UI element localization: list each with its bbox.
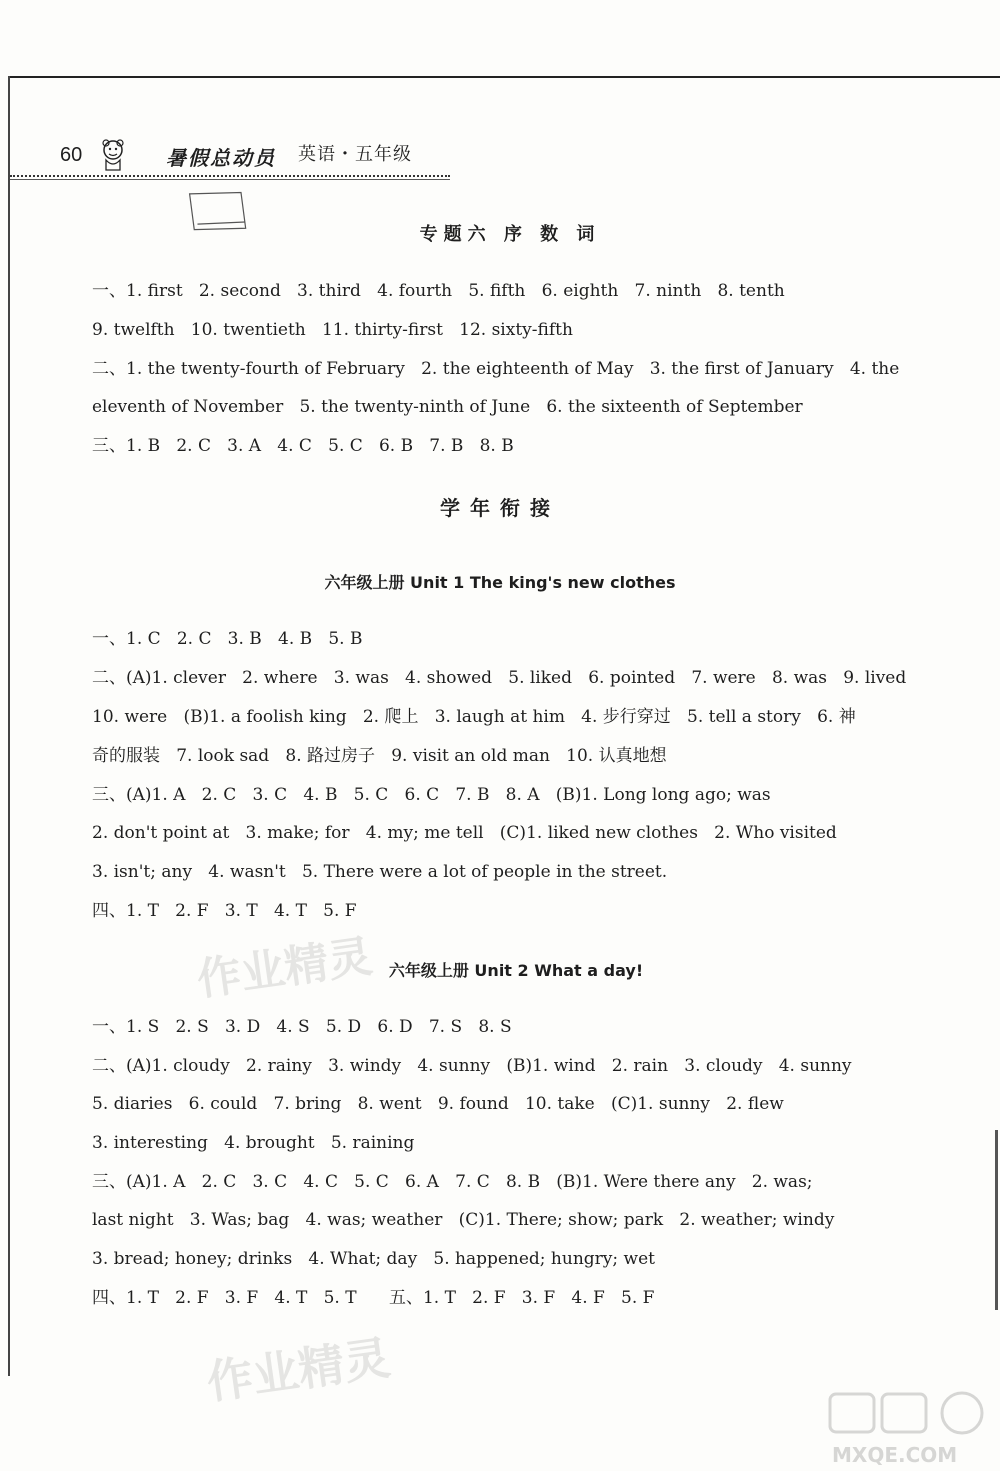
site-logo-watermark [822,1388,1000,1468]
unit1-line: 二、(A)1. clever 2. where 3. was 4. showed 5. liked 6. pointed 7. were 8. was 9. lived [92,668,907,688]
page-header [60,138,450,178]
unit2-line: last night 3. Was; bag 4. was; weather (C)1. There; show; park 2. weather; windy [92,1210,835,1230]
book-subject: 英语・五年级 [298,144,412,165]
unit1-line: 四、1. T 2. F 3. T 4. T 5. F [92,901,357,921]
scan-edge-left [8,76,10,1376]
topic-heading: 专题六 序 数 词 [419,224,601,245]
unit1-heading: 六年级上册 Unit 1 The king's new clothes [324,573,676,592]
topic-line: 二、1. the twenty-fourth of February 2. the eighteenth of May 3. the first of January 4. the [92,359,900,379]
unit1-line: 10. were (B)1. a foolish king 2. 爬上 3. laugh at him 4. 步行穿过 5. tell a story 6. 神 [92,707,856,727]
book-title: 暑假总动员 [166,146,276,170]
svg-text:MXQE.COM: MXQE.COM [832,1443,958,1467]
header-dotted-rule [10,175,450,177]
topic-line: 三、1. B 2. C 3. A 4. C 5. C 6. B 7. B 8. B [92,436,514,456]
unit2-line: 3. interesting 4. brought 5. raining [92,1133,415,1153]
unit1-line: 奇的服装 7. look sad 8. 路过房子 9. visit an old man 10. 认真地想 [92,746,667,766]
unit1-line: 三、(A)1. A 2. C 3. C 4. B 5. C 6. C 7. B 8. A (B)1. Long long ago; was [92,785,771,805]
header-solid-rule [10,179,450,180]
unit1-line: 3. isn't; any 4. wasn't 5. There were a lot of people in the street. [92,862,668,882]
unit2-line: 四、1. T 2. F 3. F 4. T 5. T 五、1. T 2. F 3. F 4. F 5. F [92,1288,655,1308]
unit1-line: 2. don't point at 3. make; for 4. my; me tell (C)1. liked new clothes 2. Who visited [92,823,837,843]
topic-line: 一、1. first 2. second 3. third 4. fourth 5. fifth 6. eighth 7. ninth 8. tenth [92,281,785,301]
unit2-line: 三、(A)1. A 2. C 3. C 4. C 5. C 6. A 7. C 8. B (B)1. Were there any 2. was; [92,1172,813,1192]
mascot-icon [98,138,128,172]
unit2-line: 3. bread; honey; drinks 4. What; day 5. happened; hungry; wet [92,1249,655,1269]
unit2-line: 二、(A)1. cloudy 2. rainy 3. windy 4. sunny (B)1. wind 2. rain 3. cloudy 4. sunny [92,1056,852,1076]
page-number: 60 [60,144,83,166]
unit1-line: 一、1. C 2. C 3. B 4. B 5. B [92,629,363,649]
unit2-line: 5. diaries 6. could 7. bring 8. went 9. found 10. take (C)1. sunny 2. flew [92,1094,784,1114]
topic-line: eleventh of November 5. the twenty-ninth of June 6. the sixteenth of September [92,397,803,417]
watermark-text: 作业精灵 [193,930,376,1006]
unit2-heading: 六年级上册 Unit 2 What a day! [388,961,644,980]
topic-line: 9. twelfth 10. twentieth 11. thirty-first 12. sixty-fifth [92,320,573,340]
watermark-text: 作业精灵 [203,1330,394,1410]
scan-edge-right [995,1130,998,1310]
scan-edge-top [8,76,1000,78]
section-heading: 学年衔接 [440,496,560,520]
unit2-line: 一、1. S 2. S 3. D 4. S 5. D 6. D 7. S 8. S [92,1017,512,1037]
